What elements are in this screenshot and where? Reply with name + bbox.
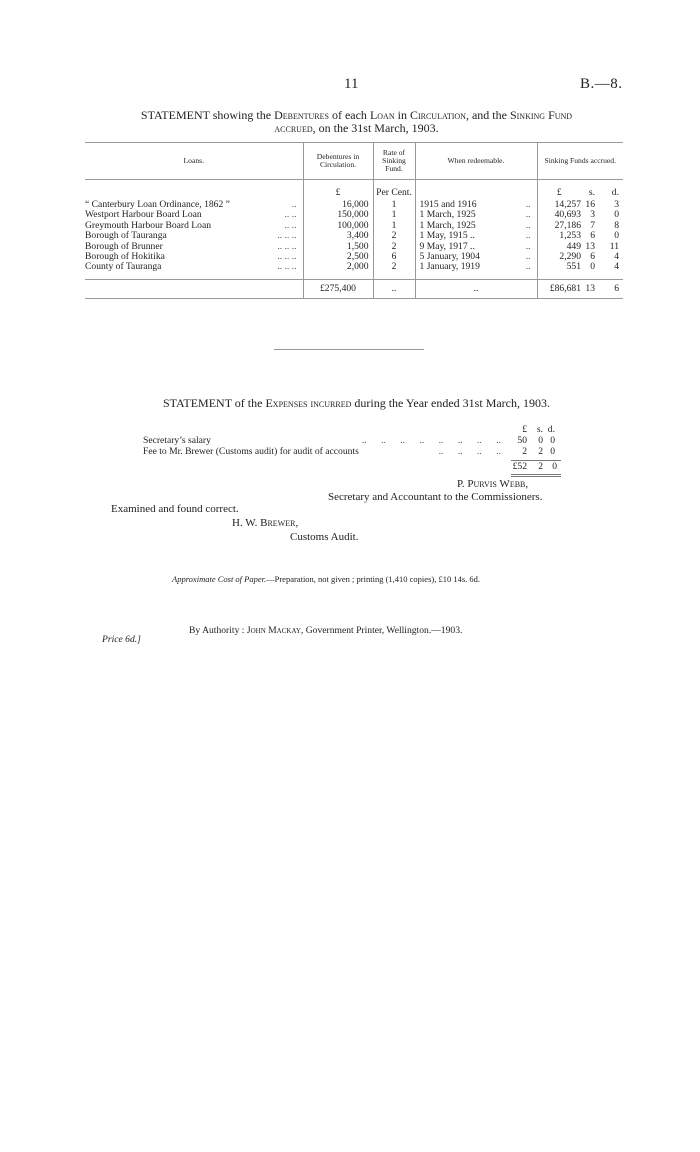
exp-total-pounds: £52 [512, 461, 527, 472]
total-shillings: 13 [581, 279, 595, 298]
cell-pence: 8 [614, 219, 619, 231]
leader-dots: .. [525, 261, 531, 273]
printer-name: John Mackay [246, 625, 301, 636]
signatory-title: Secretary and Accountant to the Commissioners. [328, 491, 543, 503]
cell-pounds: 551 [537, 262, 581, 272]
leader-dots: .. .. [284, 219, 297, 231]
expense-item [143, 446, 573, 457]
cell-redeemable: 1 May, 1915 .. [419, 230, 475, 242]
table-row [85, 262, 623, 272]
cell-shillings: 7 [590, 219, 595, 231]
cell-debentures: 3,400 [303, 231, 373, 241]
expense-pence: 0 [550, 435, 555, 446]
cost-of-paper [172, 574, 480, 584]
examined-note: Examined and found correct. [111, 503, 239, 515]
expenses-total-row [143, 461, 573, 475]
total-debentures: £275,400 [303, 279, 373, 298]
authority-prefix: By Authority : [189, 625, 247, 636]
debentures-table [85, 142, 623, 299]
title-part: in [394, 108, 410, 122]
column-header-debentures: Debentures in Circulation. [303, 143, 373, 180]
title-part: Loan [369, 108, 395, 122]
expense-shillings: 2 [538, 446, 543, 457]
exp-total-pence: 0 [552, 461, 557, 472]
cost-text: —Preparation, not given ; printing (1,410 copies), £10 14s. 6d. [266, 574, 481, 584]
unit-debentures: £ [303, 180, 373, 201]
cell-rate: 2 [373, 262, 415, 272]
cell-shillings: 6 [590, 251, 595, 263]
leader-dots: .. [525, 251, 531, 263]
column-header-loans: Loans. [85, 143, 303, 180]
title-part: STATEMENT showing the [140, 108, 275, 122]
title-part: of each [328, 108, 370, 122]
unit-pence: d. [611, 187, 619, 198]
leader-dots: .. [525, 219, 531, 231]
cell-pounds: 2,290 [537, 252, 581, 262]
authority-suffix: , Government Printer, Wellington.—1903. [300, 625, 463, 636]
table-header-row [85, 143, 623, 180]
cell-debentures: 1,500 [303, 242, 373, 252]
leader-dots: .. .. .. [277, 251, 297, 263]
leader-dots: .. .. .. [277, 240, 297, 252]
exp-total-shillings: 2 [538, 461, 543, 472]
title-part: Sinking Fund [509, 108, 573, 122]
cell-redeemable: 1 March, 1925 [419, 209, 476, 221]
unit-rate: Per Cent. [373, 180, 415, 201]
title-part: accrued [274, 121, 313, 135]
statement2-title [84, 396, 629, 411]
cell-loan: Westport Harbour Board Loan [85, 209, 202, 221]
cell-debentures: 2,500 [303, 252, 373, 262]
total-pence: 6 [595, 279, 623, 298]
cell-pence: 11 [609, 240, 619, 252]
leader-dots: .. .. .. .. [438, 446, 501, 457]
cell-redeemable: 1 March, 1925 [419, 219, 476, 231]
expenses-list [143, 424, 573, 475]
cell-pence: 4 [614, 261, 619, 273]
cell-debentures: 100,000 [303, 221, 373, 231]
leader-dots: .. .. .. .. .. .. .. .. [361, 435, 501, 446]
column-header-sinking: Sinking Funds accrued. [537, 143, 623, 180]
title-part: during the Year ended 31st March, 1903. [351, 396, 551, 410]
cell-pence: 4 [614, 251, 619, 263]
cell-redeemable: 1915 and 1916 [419, 199, 477, 210]
cell-loan: Borough of Tauranga [85, 230, 167, 242]
expense-label: Secretary’s salary [143, 435, 211, 446]
title-part: Expenses incurred [265, 396, 352, 410]
cell-debentures: 150,000 [303, 210, 373, 220]
cell-pence: 0 [614, 209, 619, 221]
cell-rate: 1 [373, 210, 415, 220]
cell-loan: County of Tauranga [85, 261, 162, 273]
cell-rate: 2 [373, 242, 415, 252]
cell-rate: 1 [373, 221, 415, 231]
exp-unit-pence: d. [547, 424, 555, 435]
page-number: 11 [344, 76, 359, 92]
leader-dots: .. .. .. [277, 261, 297, 273]
cell-shillings: 16 [585, 199, 595, 210]
cell-debentures: 2,000 [303, 262, 373, 272]
expense-item [143, 435, 573, 446]
cell-pounds: 1,253 [537, 231, 581, 241]
signatory-name: P. Purvis Webb, [457, 478, 529, 490]
expense-pounds: 50 [517, 435, 527, 446]
cell-redeemable: 5 January, 1904 [419, 251, 480, 263]
title-part: STATEMENT of the [162, 396, 266, 410]
cost-label: Approximate Cost of Paper. [172, 574, 267, 584]
auditor-title: Customs Audit. [290, 531, 359, 543]
cell-shillings: 13 [585, 240, 595, 252]
expense-pence: 0 [550, 446, 555, 457]
title-part: Circulation [409, 108, 466, 122]
cell-redeemable: 9 May, 1917 .. [419, 240, 475, 252]
cell-debentures: 16,000 [303, 200, 373, 210]
cell-pounds: 27,186 [537, 221, 581, 231]
cell-pounds: 40,693 [537, 210, 581, 220]
cell-loan: “ Canterbury Loan Ordinance, 1862 ” [85, 199, 230, 210]
printer-authority [189, 625, 462, 636]
cell-pounds: 14,257 [537, 200, 581, 210]
totals-row [85, 279, 623, 298]
cell-rate: 2 [373, 231, 415, 241]
cell-pence: 3 [614, 199, 619, 210]
cell-rate: 1 [373, 200, 415, 210]
statement1-title [84, 109, 629, 135]
cell-shillings: 6 [590, 230, 595, 242]
expense-shillings: 0 [538, 435, 543, 446]
cell-loan: Borough of Brunner [85, 240, 163, 252]
cell-pounds: 449 [537, 242, 581, 252]
title-part: Debentures [274, 108, 329, 122]
total-rate: .. [373, 279, 415, 298]
leader-dots: .. .. [284, 209, 297, 221]
column-header-rate: Rate of Sinking Fund. [373, 143, 415, 180]
exp-unit-shillings: s. [536, 424, 543, 435]
total-pounds: £86,681 [537, 279, 581, 298]
leader-dots: .. [525, 209, 531, 221]
section-divider [274, 349, 424, 350]
cell-shillings: 0 [590, 261, 595, 273]
price-note: Price 6d.] [102, 634, 141, 645]
column-header-redeemable: When redeemable. [415, 143, 537, 180]
cell-rate: 6 [373, 252, 415, 262]
leader-dots: .. [525, 240, 531, 252]
leader-dots: .. [525, 199, 531, 210]
expenses-units-row [143, 424, 573, 435]
cell-loan: Greymouth Harbour Board Loan [85, 219, 212, 231]
total-redeemable: .. [415, 279, 537, 298]
leader-dots: .. .. .. [277, 230, 297, 242]
cell-shillings: 3 [590, 209, 595, 221]
leader-dots: .. [291, 199, 297, 210]
title-part: , and the [465, 108, 510, 122]
expense-label: Fee to Mr. Brewer (Customs audit) for audit of accounts [143, 446, 359, 457]
unit-pounds: £ [537, 180, 581, 201]
cell-pence: 0 [614, 230, 619, 242]
auditor-name: H. W. Brewer, [232, 517, 299, 529]
paper-reference: B.—8. [580, 76, 623, 92]
units-row [85, 180, 623, 201]
leader-dots: .. [525, 230, 531, 242]
cell-redeemable: 1 January, 1919 [419, 261, 480, 273]
title-part: , on the 31st March, 1903. [312, 121, 439, 135]
exp-unit-pounds: £ [522, 424, 527, 435]
cell-loan: Borough of Hokitika [85, 251, 165, 263]
unit-shillings: s. [588, 187, 595, 198]
expense-pounds: 2 [522, 446, 527, 457]
